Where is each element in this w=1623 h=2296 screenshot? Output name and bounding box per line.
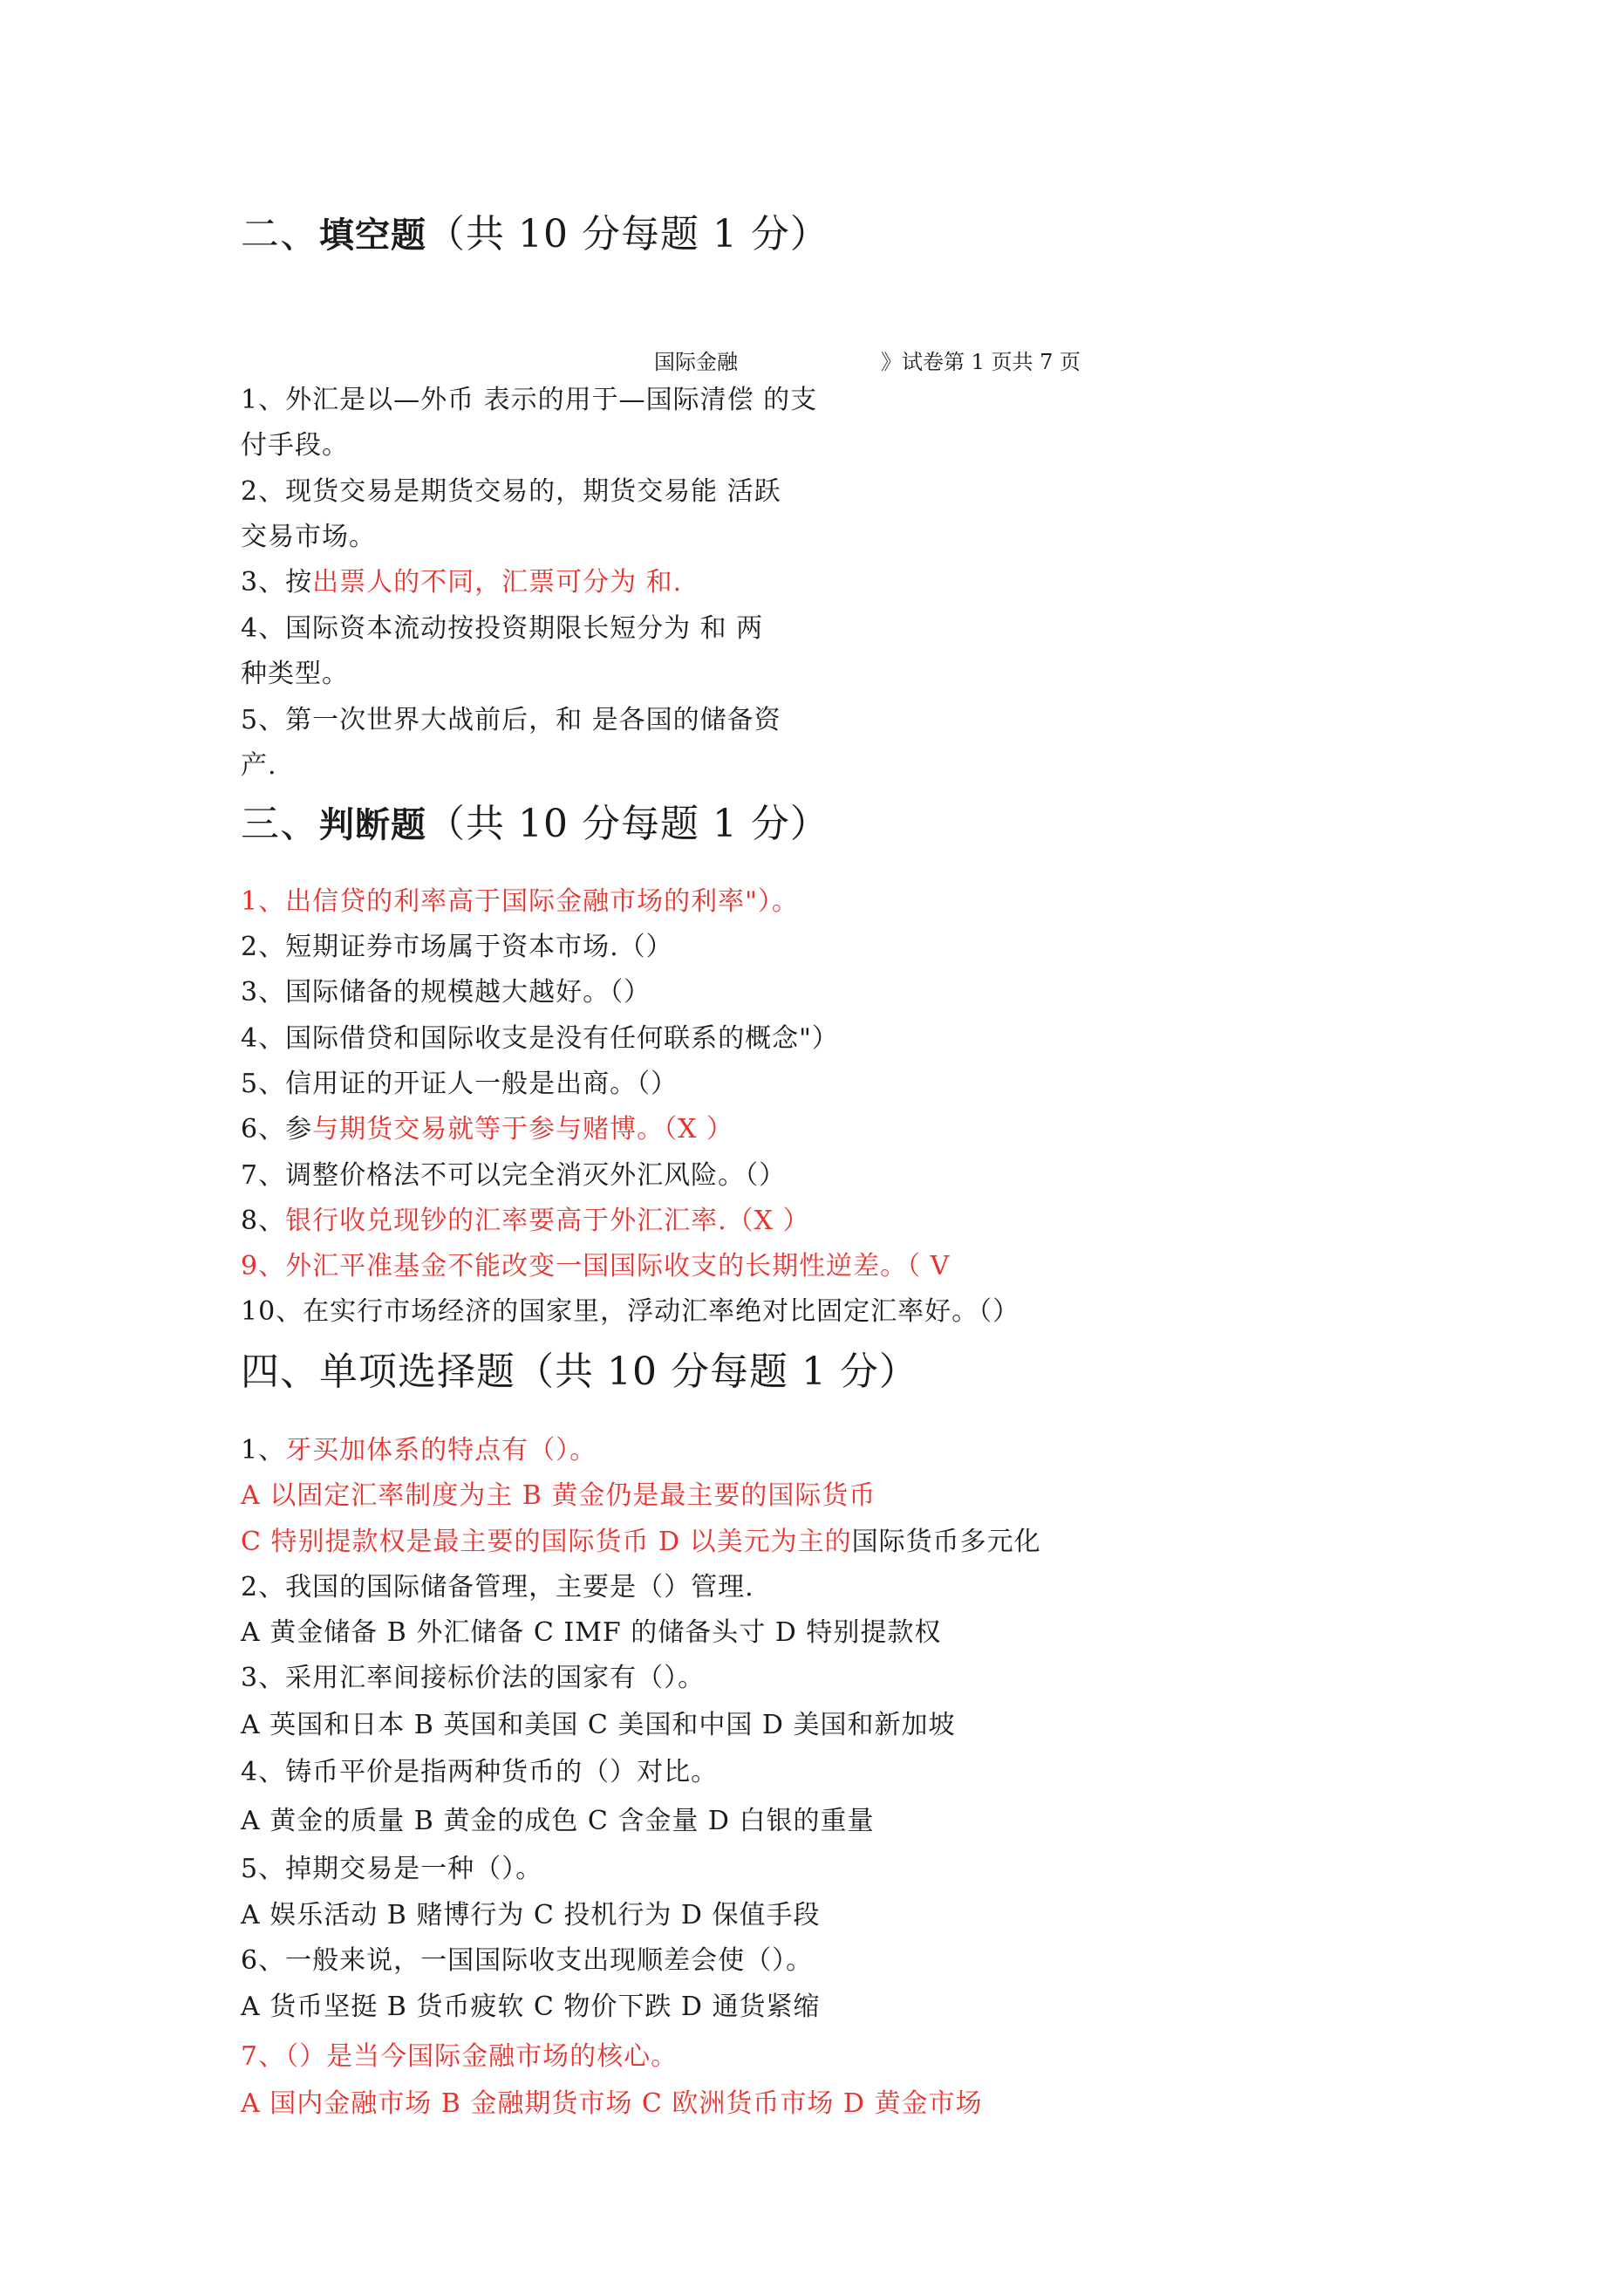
fill-line: 4、国际资本流动按投资期限长短分为 和 两 xyxy=(241,613,764,644)
fill-line: 付手段。 xyxy=(241,430,349,461)
section-number: 四、 xyxy=(241,1350,319,1394)
choice-line: A 货币坚挺 B 货币疲软 C 物价下跌 D 通货紧缩 xyxy=(241,1992,821,2022)
choice-line-lead: 1、 xyxy=(241,1435,286,1466)
fill-line: 产. xyxy=(241,750,277,781)
choice-line: A 黄金的质量 B 黄金的成色 C 含金量 D 白银的重量 xyxy=(241,1806,875,1836)
judge-line: 2、短期证券市场属于资本市场.（） xyxy=(241,932,673,962)
judge-line: 3、国际储备的规模越大越好。（） xyxy=(241,977,651,1008)
judge-line-lead: 6、参 xyxy=(241,1114,313,1145)
choice-line: 4、铸币平价是指两种货币的（）对比。 xyxy=(241,1757,719,1787)
section-title: 单项选择题 xyxy=(319,1350,515,1394)
choice-line: 3、采用汇率间接标价法的国家有（）。 xyxy=(241,1663,706,1693)
page-header-course: 国际金融 xyxy=(654,350,738,374)
choice-line: A 以固定汇率制度为主 B 黄金仍是最主要的国际货币 xyxy=(241,1480,876,1511)
fill-line: 5、第一次世界大战前后，和 是各国的储备资 xyxy=(241,705,781,735)
choice-line: A 国内金融市场 B 金融期货市场 C 欧洲货币市场 D 黄金市场 xyxy=(241,2088,983,2119)
choice-line-highlight: C 特别提款权是最主要的国际货币 D 以美元为主的 xyxy=(241,1527,852,1557)
fill-line: 交易市场。 xyxy=(241,522,376,552)
choice-line xyxy=(241,1520,1041,1558)
choice-line: A 娱乐活动 B 赌博行为 C 投机行为 D 保值手段 xyxy=(241,1900,821,1930)
section-score-note: （共 10 分每题 1 分） xyxy=(515,1350,918,1394)
judge-line xyxy=(241,1199,810,1237)
section-score-note: （共 10 分每题 1 分） xyxy=(426,212,829,256)
choice-line: 7、（）是当今国际金融市场的核心。 xyxy=(241,2041,679,2072)
choice-line-highlight: 牙买加体系的特点有（）。 xyxy=(285,1435,597,1466)
section-title: 判断题 xyxy=(319,805,426,845)
fill-line xyxy=(241,560,682,598)
choice-line: A 英国和日本 B 英国和美国 C 美国和中国 D 美国和新加坡 xyxy=(241,1710,956,1740)
judge-line-highlight: 银行收兑现钞的汇率要高于外汇汇率.（X ） xyxy=(285,1206,810,1236)
judge-line xyxy=(241,1107,733,1145)
judge-line: 1、出信贷的利率高于国际金融市场的利率"）。 xyxy=(241,886,799,917)
fill-line-lead: 3、按 xyxy=(241,567,313,598)
choice-line-tail: 国际货币多元化 xyxy=(851,1527,1041,1557)
judge-line: 10、在实行市场经济的国家里，浮动汇率绝对比固定汇率好。（） xyxy=(241,1296,1020,1327)
section-number: 三、 xyxy=(241,802,319,846)
section-number: 二、 xyxy=(241,212,319,256)
section-score-note: （共 10 分每题 1 分） xyxy=(426,802,829,846)
judge-line: 7、调整价格法不可以完全消灭外汇风险。（） xyxy=(241,1160,787,1191)
choice-line: A 黄金储备 B 外汇储备 C IMF 的储备头寸 D 特别提款权 xyxy=(241,1617,942,1648)
fill-line: 1、外汇是以—外币 表示的用于—国际清偿 的支 xyxy=(241,385,818,415)
page-header-info: 》试卷第 1 页共 7 页 xyxy=(881,350,1081,374)
judge-line-highlight: 与期货交易就等于参与赌博。（X ） xyxy=(312,1114,733,1145)
section-heading-judge xyxy=(241,792,829,848)
section-heading-fill xyxy=(241,202,829,258)
section-heading-choice xyxy=(241,1340,918,1396)
choice-line xyxy=(241,1428,597,1466)
fill-line: 种类型。 xyxy=(241,659,349,689)
judge-line: 4、国际借贷和国际收支是没有任何联系的概念"） xyxy=(241,1023,839,1054)
fill-line-highlight: 出票人的不同，汇票可分为 和. xyxy=(312,567,683,598)
choice-line: 6、一般来说，一国国际收支出现顺差会使（）。 xyxy=(241,1945,814,1976)
judge-line: 9、外汇平准基金不能改变一国国际收支的长期性逆差。（ V xyxy=(241,1251,951,1281)
section-title: 填空题 xyxy=(319,215,426,256)
judge-line-lead: 8、 xyxy=(241,1206,286,1236)
choice-line: 2、我国的国际储备管理，主要是（）管理. xyxy=(241,1572,754,1602)
fill-line: 2、现货交易是期货交易的，期货交易能 活跃 xyxy=(241,476,781,507)
judge-line: 5、信用证的开证人一般是出商。（） xyxy=(241,1069,679,1099)
choice-line: 5、掉期交易是一种（）。 xyxy=(241,1854,543,1884)
